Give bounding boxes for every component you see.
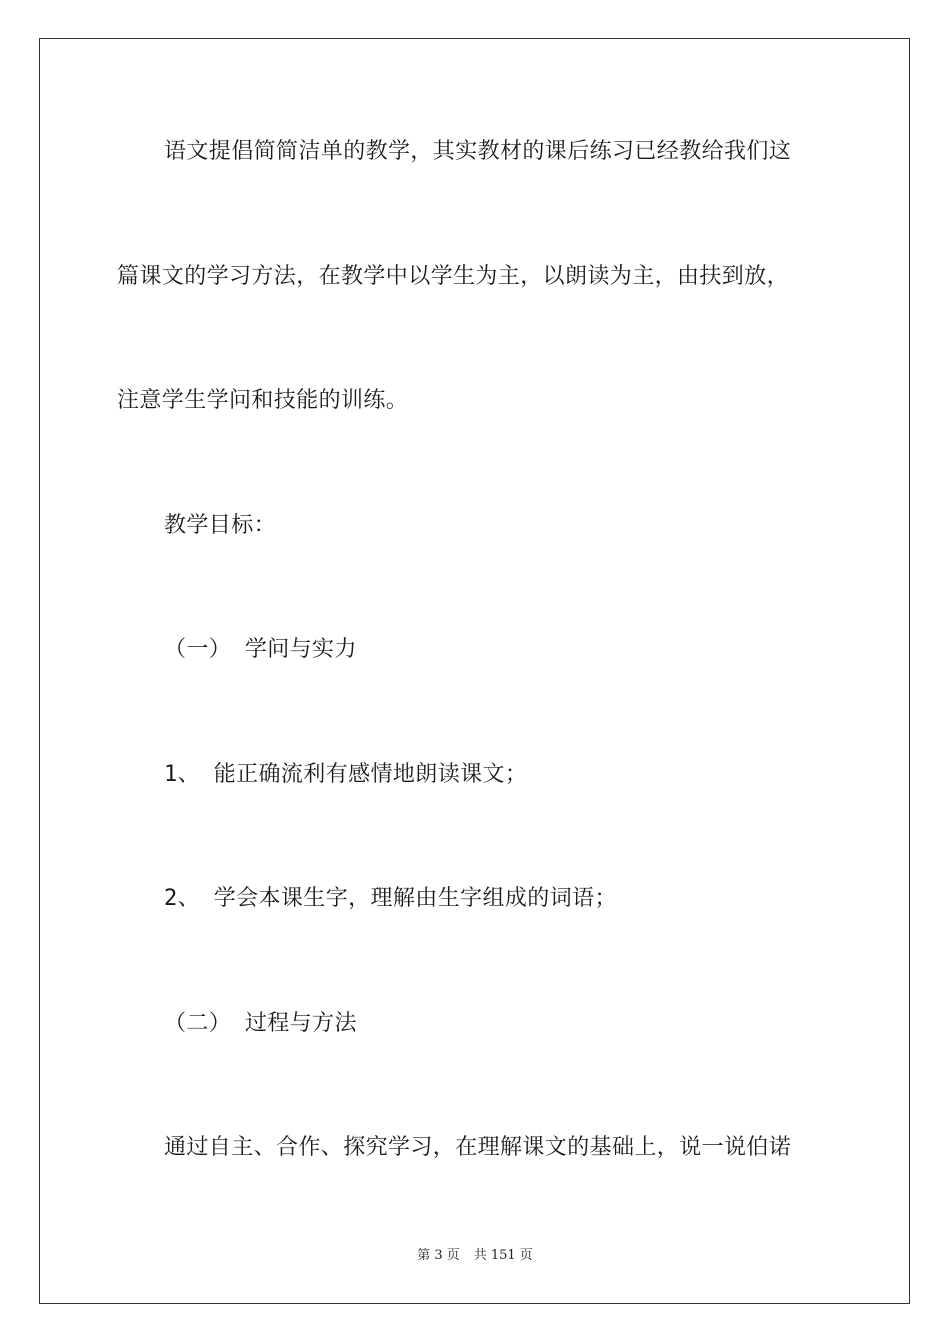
- paragraph-line: 通过自主、合作、探究学习，在理解课文的基础上，说一说伯诺: [164, 1135, 792, 1160]
- list-item: 1、 能正确流利有感情地朗读课文；: [164, 762, 528, 787]
- paragraph-line: 注意学生学问和技能的训练。: [117, 388, 409, 413]
- page-border: [39, 38, 910, 1304]
- page-footer: [0, 1247, 950, 1265]
- subsection-heading: （一） 学问与实力: [164, 637, 357, 662]
- paragraph-line: 篇课文的学习方法，在教学中以学生为主，以朗读为主，由扶到放，: [117, 264, 790, 289]
- page-number: 第 3 页: [417, 1248, 460, 1263]
- paragraph-line: 语文提倡简简洁单的教学，其实教材的课后练习已经教给我们这: [164, 139, 792, 164]
- section-heading: 教学目标：: [164, 513, 277, 538]
- subsection-heading: （二） 过程与方法: [164, 1011, 357, 1036]
- total-pages: 共 151 页: [473, 1248, 533, 1263]
- list-item: 2、 学会本课生字，理解由生字组成的词语；: [164, 886, 617, 911]
